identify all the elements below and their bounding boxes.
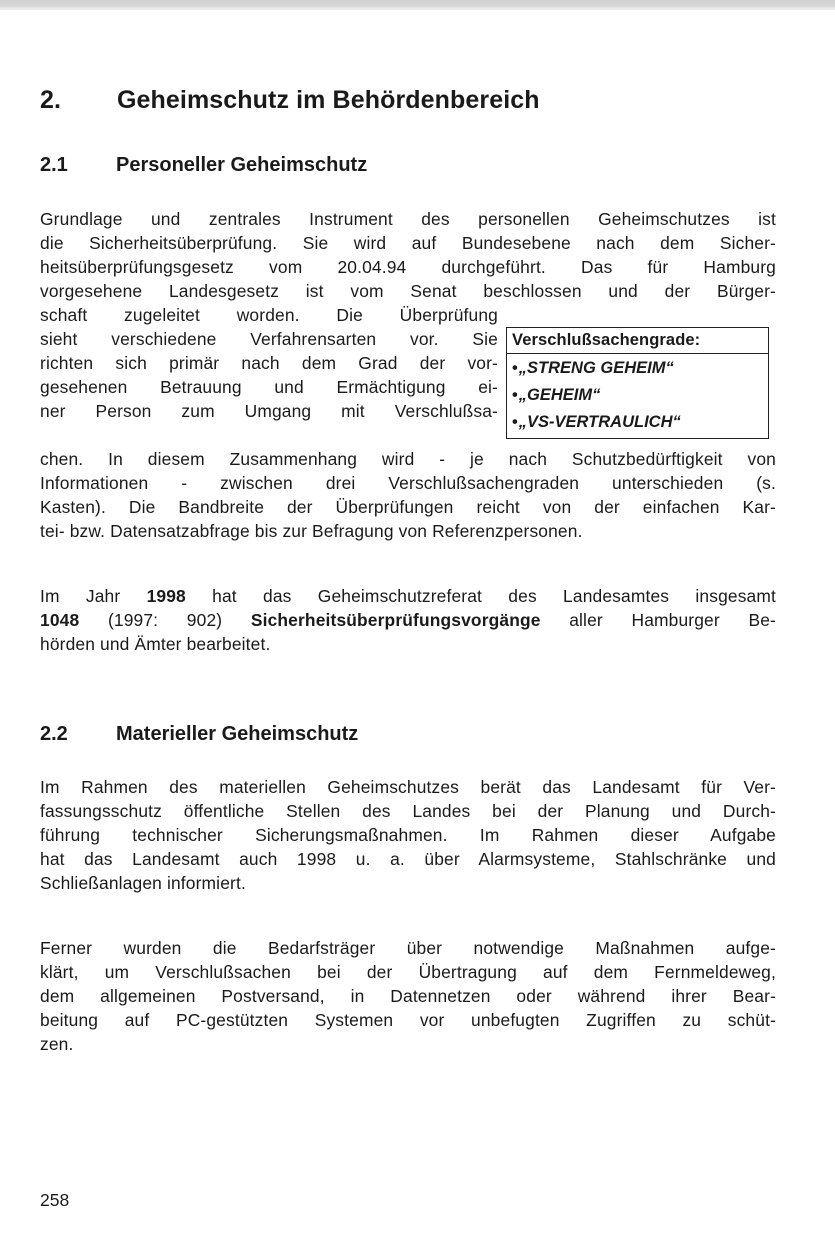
text-line: gesehenen Betrauung und Ermächtigung ei-	[40, 377, 498, 397]
page-number: 258	[40, 1190, 70, 1210]
text-line: Im Jahr 1998 hat das Geheimschutzreferat des Landesamtes insgesamt	[40, 586, 776, 606]
section-number: 2.1	[40, 154, 68, 176]
text-line: zen.	[40, 1034, 74, 1054]
chapter-heading	[40, 86, 540, 115]
paragraph-continuation	[40, 447, 776, 543]
text-line: dem allgemeinen Postversand, in Datennetzen oder während ihrer Bear-	[40, 986, 776, 1006]
text-line: Im Rahmen des materiellen Geheimschutzes berät das Landesamt für Ver-	[40, 777, 776, 797]
chapter-number: 2.	[40, 86, 62, 114]
classification-item-vs-vertraulich: •„VS-VERTRAULICH“	[512, 413, 681, 431]
text-line: tei- bzw. Datensatzabfrage bis zur Befragung von Referenzpersonen.	[40, 521, 583, 541]
section-number: 2.2	[40, 723, 68, 745]
text-line: führung technischer Sicherungsmaßnahmen. Im Rahmen dieser Aufgabe	[40, 825, 776, 845]
text-line: die Sicherheitsüberprüfung. Sie wird auf Bundesebene nach dem Sicher-	[40, 233, 776, 253]
text-line: Schließanlagen informiert.	[40, 873, 246, 893]
text-line: beitung auf PC-gestützten Systemen vor unbefugten Zugriffen zu schüt-	[40, 1010, 776, 1030]
text-line: vorgesehene Landesgesetz ist vom Senat beschlossen und der Bürger-	[40, 281, 776, 301]
bullet-icon: •	[512, 386, 518, 404]
chapter-title: Geheimschutz im Behördenbereich	[117, 86, 540, 114]
year-value: 1998	[146, 586, 186, 606]
text-line: ner Person zum Umgang mit Verschlußsa-	[40, 401, 498, 421]
scan-top-edge	[0, 0, 835, 10]
text-line: schaft zugeleitet worden. Die Überprüfung	[40, 305, 498, 325]
text-line: klärt, um Verschlußsachen bei der Übertragung auf dem Fernmeldeweg,	[40, 962, 776, 982]
text-line: chen. In diesem Zusammenhang wird - je nach Schutzbedürftigkeit von	[40, 449, 776, 469]
paragraph-transmission-protection	[40, 936, 776, 1056]
section-heading-2-2	[40, 723, 358, 746]
text-line: hörden und Ämter bearbeitet.	[40, 634, 271, 654]
paragraph-1998-statistics	[40, 584, 776, 656]
text-line: Kasten). Die Bandbreite der Überprüfungen reicht von der einfachen Kar-	[40, 497, 776, 517]
text-line: 1048 (1997: 902) Sicherheitsüberprüfungsvorgänge aller Hamburger Be-	[40, 610, 776, 630]
box-title: Verschlußsachengrade:	[507, 328, 768, 354]
section-heading-2-1	[40, 154, 367, 177]
bullet-icon: •	[512, 359, 518, 377]
text-line: Grundlage und zentrales Instrument des personellen Geheimschutzes ist	[40, 209, 776, 229]
paragraph-material-protection	[40, 775, 776, 895]
text-line: Informationen - zwischen drei Verschlußsachengraden unterschieden (s.	[40, 473, 776, 493]
section-title: Materieller Geheimschutz	[116, 723, 359, 745]
text-line: Ferner wurden die Bedarfsträger über notwendige Maßnahmen aufge-	[40, 938, 776, 958]
section-title: Personeller Geheimschutz	[116, 154, 368, 176]
term-highlight: Sicherheitsüberprüfungsvorgänge	[250, 610, 541, 630]
classification-item-streng-geheim: •„STRENG GEHEIM“	[512, 359, 674, 377]
bullet-icon: •	[512, 413, 518, 431]
paragraph-wrap-beside-box	[40, 303, 498, 423]
text-line: heitsüberprüfungsgesetz vom 20.04.94 durchgeführt. Das für Hamburg	[40, 257, 776, 277]
text-line: sieht verschiedene Verfahrensarten vor. Sie	[40, 329, 498, 349]
text-line: hat das Landesamt auch 1998 u. a. über Alarmsysteme, Stahlschränke und	[40, 849, 776, 869]
classification-levels-box	[506, 327, 769, 439]
classification-list	[507, 354, 768, 438]
text-line: fassungsschutz öffentliche Stellen des Landes bei der Planung und Durch-	[40, 801, 776, 821]
text-line: richten sich primär nach dem Grad der vor-	[40, 353, 498, 373]
count-value: 1048	[40, 610, 80, 630]
paragraph-security-check-intro	[40, 207, 776, 303]
classification-item-geheim: •„GEHEIM“	[512, 386, 601, 404]
